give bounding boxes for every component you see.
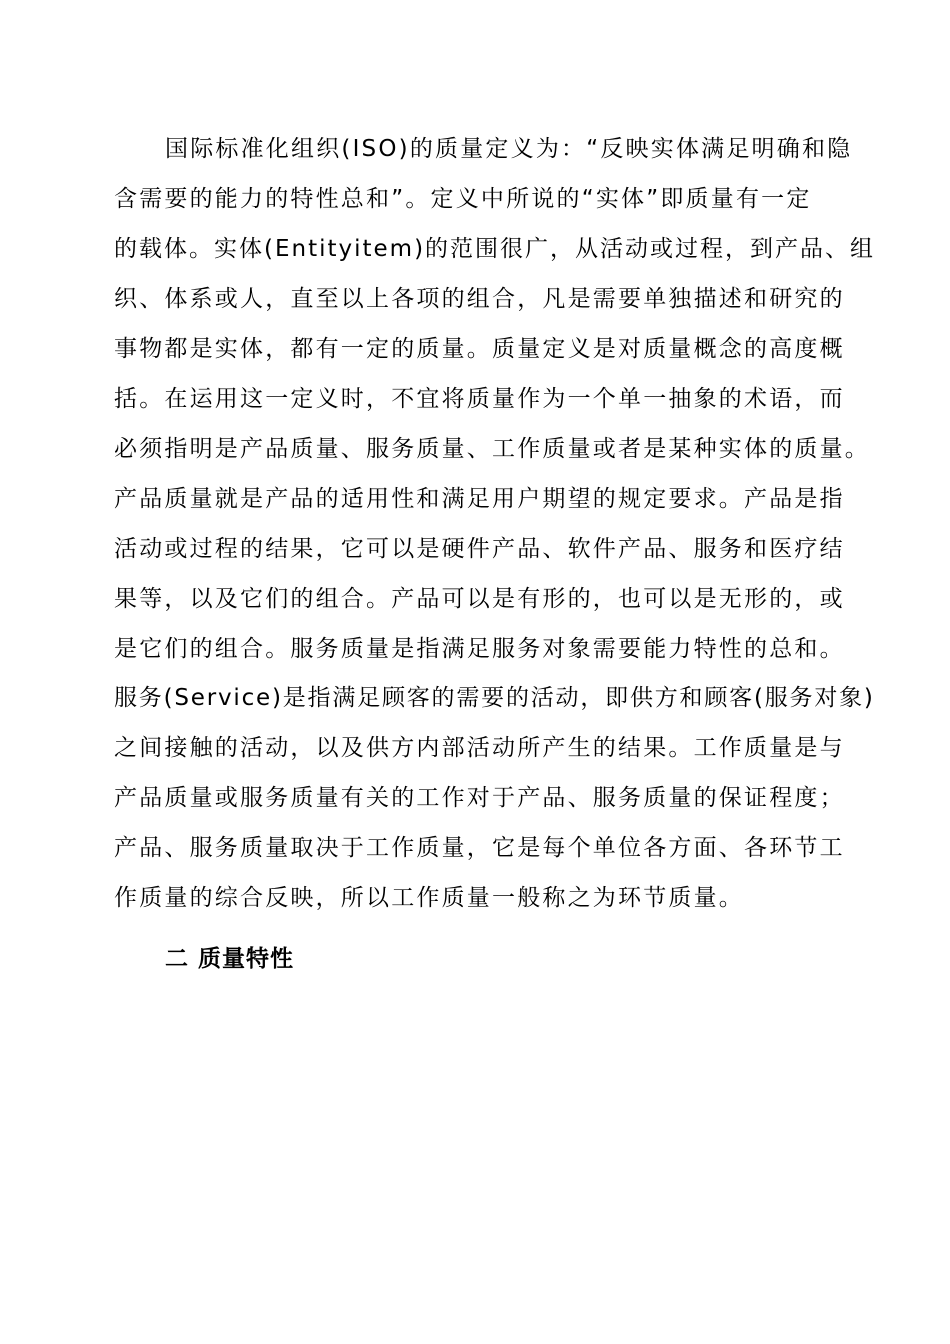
section-heading: 二 质量特性 (165, 946, 295, 972)
paragraph-line: 产品质量就是产品的适用性和满足用户期望的规定要求。产品是指 (114, 486, 845, 512)
paragraph-line: 作质量的综合反映，所以工作质量一般称之为环节质量。 (114, 885, 744, 911)
paragraph-line: 国际标准化组织(ISO)的质量定义为：“反映实体满足明确和隐 (165, 136, 853, 162)
paragraph-line: 必须指明是产品质量、服务质量、工作质量或者是某种实体的质量。 (114, 436, 870, 462)
paragraph-line: 产品、服务质量取决于工作质量，它是每个单位各方面、各环节工 (114, 835, 845, 861)
paragraph-line: 的载体。实体(Entityitem)的范围很广，从活动或过程，到产品、组 (114, 236, 876, 262)
paragraph-line: 服务(Service)是指满足顾客的需要的活动，即供方和顾客(服务对象) (114, 685, 875, 711)
paragraph-line: 果等，以及它们的组合。产品可以是有形的，也可以是无形的，或 (114, 586, 845, 612)
paragraph-line: 活动或过程的结果，它可以是硬件产品、软件产品、服务和医疗结 (114, 536, 845, 562)
paragraph-line: 是它们的组合。服务质量是指满足服务对象需要能力特性的总和。 (114, 636, 845, 662)
paragraph-line: 产品质量或服务质量有关的工作对于产品、服务质量的保证程度； (114, 785, 845, 811)
paragraph-line: 含需要的能力的特性总和”。定义中所说的“实体”即质量有一定 (114, 186, 812, 212)
paragraph-line: 括。在运用这一定义时，不宜将质量作为一个单一抽象的术语，而 (114, 386, 845, 412)
paragraph-line: 事物都是实体，都有一定的质量。质量定义是对质量概念的高度概 (114, 336, 845, 362)
paragraph-line: 之间接触的活动，以及供方内部活动所产生的结果。工作质量是与 (114, 735, 845, 761)
paragraph-line: 织、体系或人，直至以上各项的组合，凡是需要单独描述和研究的 (114, 286, 845, 312)
